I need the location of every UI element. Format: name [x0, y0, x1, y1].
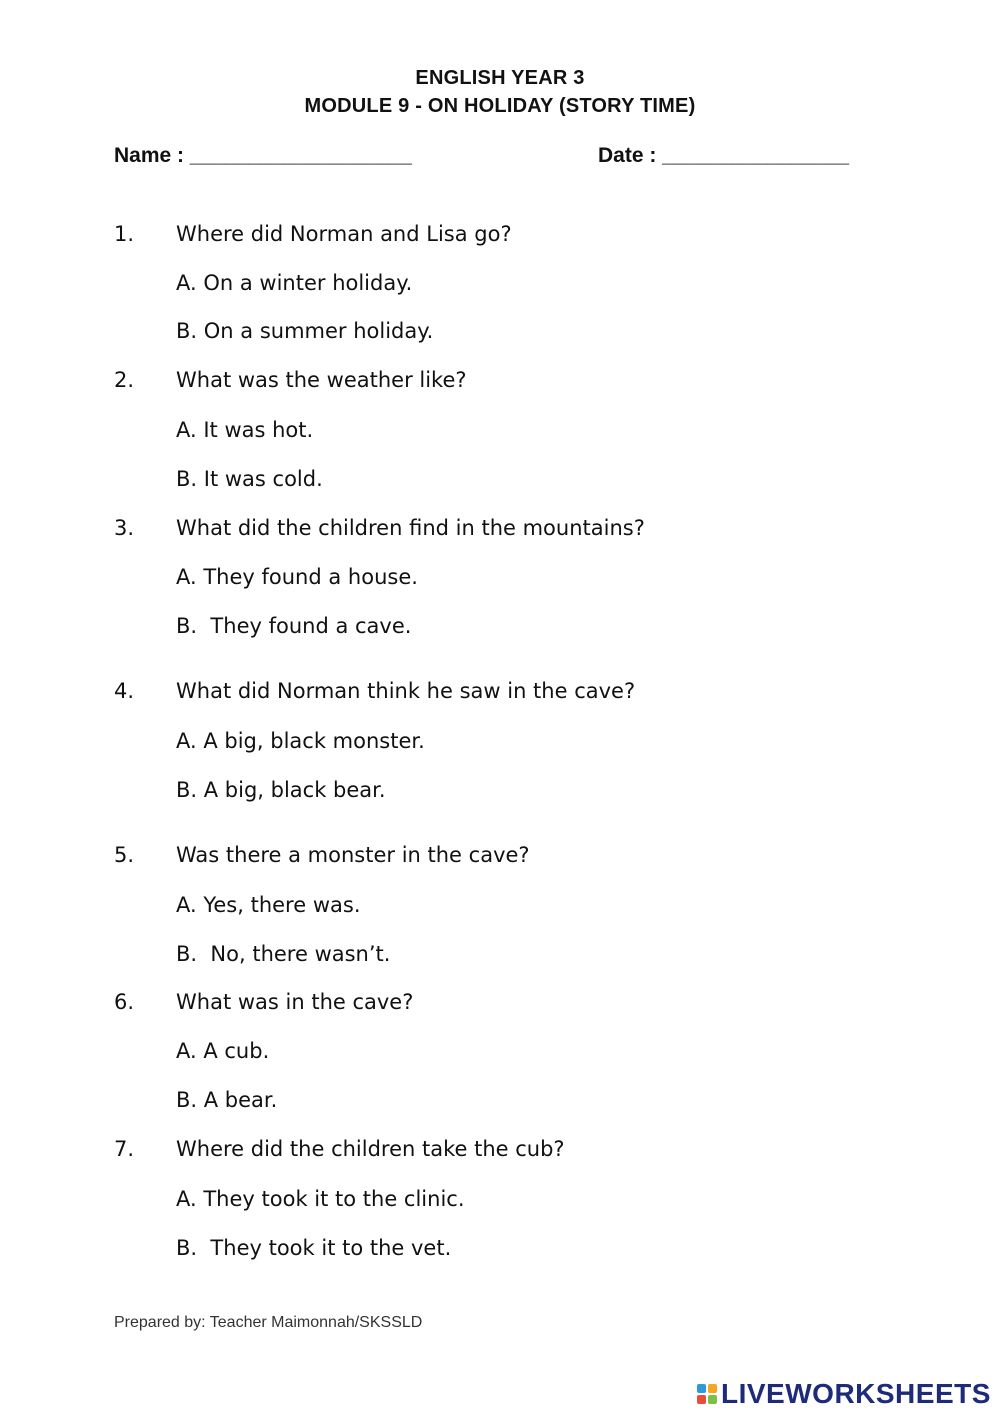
- answer-option[interactable]: B. A big, black bear.: [176, 778, 386, 802]
- answer-option[interactable]: B. On a summer holiday.: [176, 319, 434, 343]
- question-text: What did Norman think he saw in the cave?: [176, 679, 636, 703]
- name-field[interactable]: Name : ___________________: [114, 144, 412, 167]
- question-text: What was the weather like?: [176, 368, 467, 392]
- answer-option[interactable]: B. A bear.: [176, 1088, 278, 1112]
- logo-tile: [708, 1395, 717, 1404]
- date-field[interactable]: Date : ________________: [598, 144, 850, 167]
- liveworksheets-watermark: [697, 1374, 991, 1414]
- question-number: 3.: [114, 516, 135, 540]
- answer-option[interactable]: A. A cub.: [176, 1039, 270, 1063]
- question-text: What was in the cave?: [176, 990, 414, 1014]
- question-text: What did the children find in the mountains?: [176, 516, 645, 540]
- question-number: 4.: [114, 679, 135, 703]
- worksheet-title-line2: MODULE 9 - ON HOLIDAY (STORY TIME): [304, 95, 696, 117]
- answer-option[interactable]: A. Yes, there was.: [176, 893, 361, 917]
- question-text: Was there a monster in the cave?: [176, 843, 530, 867]
- answer-option[interactable]: B. It was cold.: [176, 467, 323, 491]
- question-number: 7.: [114, 1137, 135, 1161]
- answer-option[interactable]: B. No, there wasn’t.: [176, 942, 391, 966]
- answer-option[interactable]: B. They took it to the vet.: [176, 1236, 452, 1260]
- logo-tile: [708, 1384, 717, 1393]
- logo-tile: [697, 1395, 706, 1404]
- answer-option[interactable]: A. On a winter holiday.: [176, 271, 413, 295]
- worksheet-title-line1: ENGLISH YEAR 3: [415, 67, 585, 89]
- answer-option[interactable]: A. They found a house.: [176, 565, 418, 589]
- question-number: 6.: [114, 990, 135, 1014]
- question-number: 1.: [114, 222, 135, 246]
- answer-option[interactable]: A. They took it to the clinic.: [176, 1187, 465, 1211]
- answer-option[interactable]: A. A big, black monster.: [176, 729, 425, 753]
- question-text: Where did Norman and Lisa go?: [176, 222, 512, 246]
- logo-tile: [697, 1384, 706, 1393]
- question-number: 5.: [114, 843, 135, 867]
- answer-option[interactable]: B. They found a cave.: [176, 614, 412, 638]
- prepared-by-footer: Prepared by: Teacher Maimonnah/SKSSLD: [114, 1314, 423, 1331]
- liveworksheets-logo-icon: [697, 1384, 717, 1404]
- answer-option[interactable]: A. It was hot.: [176, 418, 314, 442]
- question-number: 2.: [114, 368, 135, 392]
- question-text: Where did the children take the cub?: [176, 1137, 565, 1161]
- liveworksheets-wordmark: LIVEWORKSHEETS: [721, 1378, 991, 1409]
